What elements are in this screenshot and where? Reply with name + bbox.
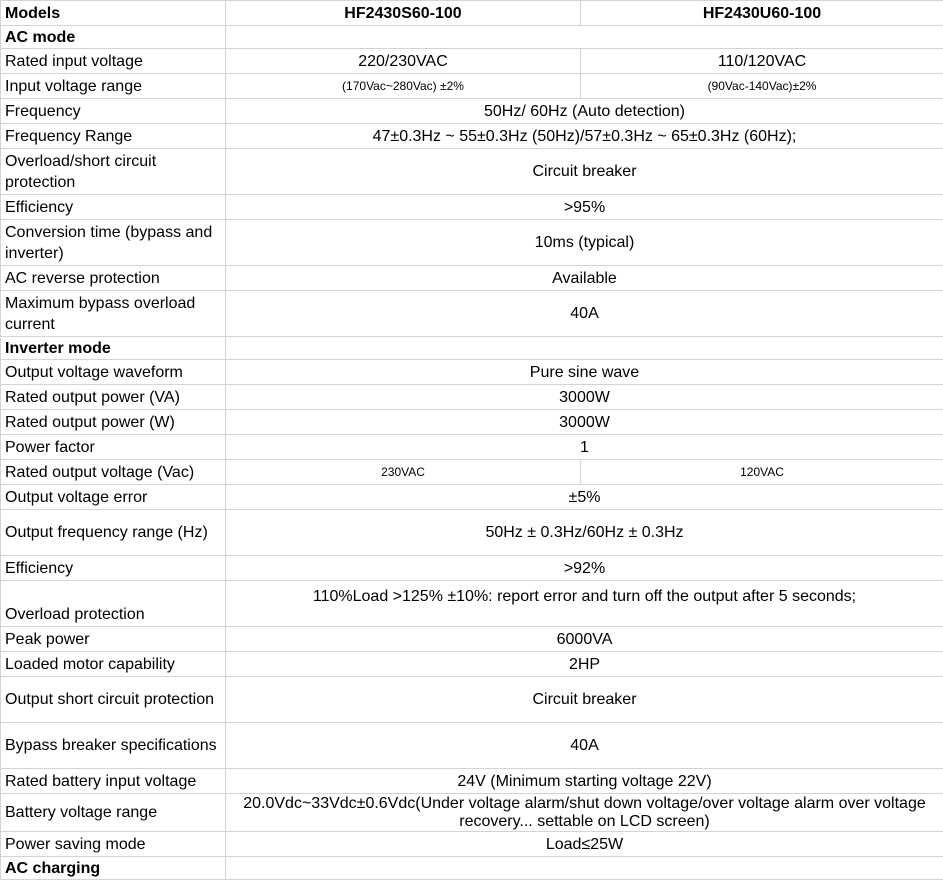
row-value: Circuit breaker	[226, 677, 943, 723]
row-label: Power factor	[1, 435, 226, 460]
table-row	[1, 360, 943, 385]
table-row	[1, 485, 943, 510]
table-row	[1, 652, 943, 677]
table-row	[1, 510, 943, 556]
row-label: Output voltage waveform	[1, 360, 226, 385]
row-value: Available	[226, 266, 943, 291]
table-row	[1, 581, 943, 627]
row-label: Loaded motor capability	[1, 652, 226, 677]
table-row	[1, 124, 943, 149]
row-label: Output frequency range (Hz)	[1, 510, 226, 556]
row-value-s: 220/230VAC	[226, 49, 581, 74]
row-label: Overload/short circuit protection	[1, 149, 226, 195]
row-value: 40A	[226, 291, 943, 337]
row-label: AC reverse protection	[1, 266, 226, 291]
table-row	[1, 410, 943, 435]
section-empty-cell	[226, 337, 943, 360]
row-value: 1	[226, 435, 943, 460]
row-value-s: (170Vac~280Vac) ±2%	[226, 74, 581, 99]
section-row	[1, 337, 943, 360]
row-value: ±5%	[226, 485, 943, 510]
row-value: 47±0.3Hz ~ 55±0.3Hz (50Hz)/57±0.3Hz ~ 65±0.3Hz (60Hz);	[226, 124, 943, 149]
section-empty-cell	[226, 26, 943, 49]
table-row	[1, 677, 943, 723]
row-value: 110%Load >125% ±10%: report error and turn off the output after 5 seconds;	[226, 581, 943, 627]
row-value: Circuit breaker	[226, 149, 943, 195]
table-row	[1, 266, 943, 291]
section-ac-mode: AC mode	[1, 26, 226, 49]
table-row	[1, 149, 943, 195]
row-label: Bypass breaker specifications	[1, 723, 226, 769]
row-label: Output voltage error	[1, 485, 226, 510]
row-value: 50Hz ± 0.3Hz/60Hz ± 0.3Hz	[226, 510, 943, 556]
section-inverter-mode: Inverter mode	[1, 337, 226, 360]
row-label: Peak power	[1, 627, 226, 652]
row-label: Overload protection	[1, 581, 226, 627]
table-row	[1, 385, 943, 410]
section-empty-cell	[226, 857, 943, 880]
row-value: 6000VA	[226, 627, 943, 652]
row-label: Rated output power (VA)	[1, 385, 226, 410]
row-value: 20.0Vdc~33Vdc±0.6Vdc(Under voltage alarm/shut down voltage/over voltage alarm over voltage recovery... settable on LCD screen)	[226, 794, 943, 832]
table-row	[1, 832, 943, 857]
table-row	[1, 723, 943, 769]
row-label: Efficiency	[1, 195, 226, 220]
row-label: Rated output power (W)	[1, 410, 226, 435]
row-label: Power saving mode	[1, 832, 226, 857]
row-label: Conversion time (bypass and inverter)	[1, 220, 226, 266]
row-value: >95%	[226, 195, 943, 220]
table-row	[1, 220, 943, 266]
table-row	[1, 794, 943, 832]
table-row	[1, 769, 943, 794]
row-value: Pure sine wave	[226, 360, 943, 385]
row-value: 24V (Minimum starting voltage 22V)	[226, 769, 943, 794]
row-label: Frequency	[1, 99, 226, 124]
table-row	[1, 99, 943, 124]
row-value-s: 230VAC	[226, 460, 581, 485]
table-row	[1, 556, 943, 581]
row-label: Rated battery input voltage	[1, 769, 226, 794]
row-value: 3000W	[226, 410, 943, 435]
row-value: 3000W	[226, 385, 943, 410]
section-ac-charging: AC charging	[1, 857, 226, 880]
header-row	[1, 1, 943, 26]
row-label: Rated input voltage	[1, 49, 226, 74]
row-value: 40A	[226, 723, 943, 769]
models-label: Models	[1, 1, 226, 26]
row-value: Load≤25W	[226, 832, 943, 857]
table-row	[1, 627, 943, 652]
row-value: 10ms (typical)	[226, 220, 943, 266]
row-value-u: (90Vac-140Vac)±2%	[581, 74, 943, 99]
table-row	[1, 435, 943, 460]
row-label: Rated output voltage (Vac)	[1, 460, 226, 485]
row-label: Output short circuit protection	[1, 677, 226, 723]
row-value: >92%	[226, 556, 943, 581]
table-row	[1, 291, 943, 337]
row-value-u: 120VAC	[581, 460, 943, 485]
row-label: Frequency Range	[1, 124, 226, 149]
row-label: Maximum bypass overload current	[1, 291, 226, 337]
row-label: Efficiency	[1, 556, 226, 581]
row-value-u: 110/120VAC	[581, 49, 943, 74]
table-row	[1, 74, 943, 99]
section-row	[1, 26, 943, 49]
row-value: 2HP	[226, 652, 943, 677]
table-row	[1, 49, 943, 74]
row-label: Input voltage range	[1, 74, 226, 99]
model-u-header: HF2430U60-100	[581, 1, 943, 26]
table-row	[1, 460, 943, 485]
table-row	[1, 195, 943, 220]
model-s-header: HF2430S60-100	[226, 1, 581, 26]
row-value: 50Hz/ 60Hz (Auto detection)	[226, 99, 943, 124]
row-label: Battery voltage range	[1, 794, 226, 832]
section-row	[1, 857, 943, 880]
